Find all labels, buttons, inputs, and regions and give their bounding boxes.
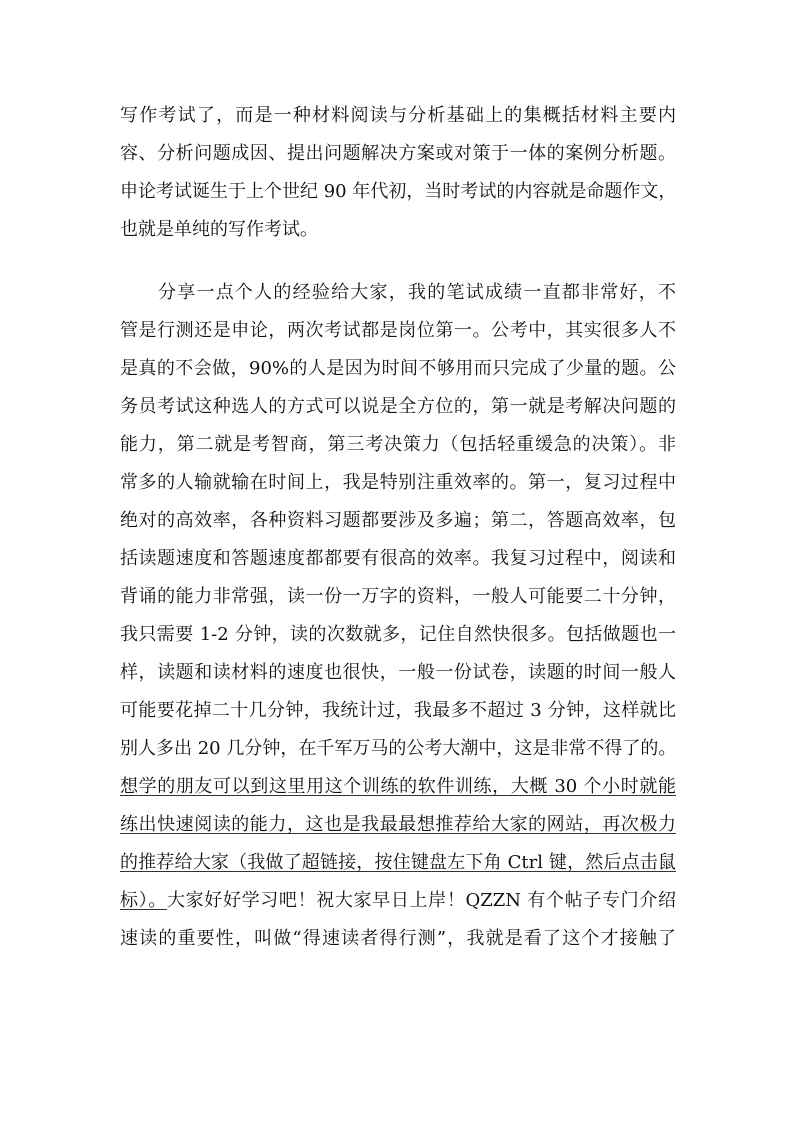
text-line: 管是行测还是申论，两次考试都是岗位第一。公考中，其实很多人不 [120,320,676,341]
text-line: 常多的人输就输在时间上，我是特别注重效率的。第一，复习过程中 [120,472,676,493]
text-line-mixed [120,882,676,920]
text-line: 容、分析问题成因、提出问题解决方案或对策于一体的案例分析题。 [120,143,676,164]
text-after-link: 大家好好学习吧！祝大家早日上岸！QZZN 有个帖子专门介绍 [166,890,676,911]
text-line: 务员考试这种选人的方式可以说是全方位的，第一就是考解决问题的 [120,396,676,417]
text-line: 速读的重要性，叫做“得速读者得行测”，我就是看了这个才接触了 [120,928,676,949]
text-line: 括读题速度和答题速度都都要有很高的效率。我复习过程中，阅读和 [120,548,676,569]
hyperlink-text-line[interactable]: 的推荐给大家（我做了超链接，按住键盘左下角 Ctrl 键，然后点击鼠 [120,852,676,873]
hyperlink-text-line[interactable]: 练出快速阅读的能力，这也是我最最想推荐给大家的网站，再次极力 [120,814,676,835]
text-line: 绝对的高效率，各种资料习题都要涉及多遍；第二，答题高效率，包 [120,510,676,531]
paragraph-2 [120,274,676,958]
hyperlink-text-line[interactable]: 想学的朋友可以到这里用这个训练的软件训练，大概 30 个小时就能 [120,776,676,797]
paragraph-1 [120,97,676,249]
text-line: 我只需要 1-2 分钟，读的次数就多，记住自然快很多。包括做题也一 [120,624,676,645]
text-line: 背诵的能力非常强，读一份一万字的资料，一般人可能要二十分钟， [120,586,676,607]
text-line: 是真的不会做，90%的人是因为时间不够用而只完成了少量的题。公 [120,358,676,379]
text-line: 分享一点个人的经验给大家，我的笔试成绩一直都非常好，不 [158,282,676,303]
text-line: 可能要花掉二十几分钟，我统计过，我最多不超过 3 分钟，这样就比 [120,700,676,721]
text-line: 也就是单纯的写作考试。 [120,219,318,240]
text-line: 写作考试了，而是一种材料阅读与分析基础上的集概括材料主要内 [120,105,676,126]
text-line: 别人多出 20 几分钟，在千军万马的公考大潮中，这是非常不得了的。 [120,738,676,759]
text-line: 申论考试诞生于上个世纪 90 年代初，当时考试的内容就是命题作文， [120,181,676,202]
hyperlink-text-end[interactable]: 标）。 [120,890,167,911]
text-line: 能力，第二就是考智商，第三考决策力（包括轻重缓急的决策）。非 [120,434,676,455]
text-line: 样，读题和读材料的速度也很快，一般一份试卷，读题的时间一般人 [120,662,676,683]
